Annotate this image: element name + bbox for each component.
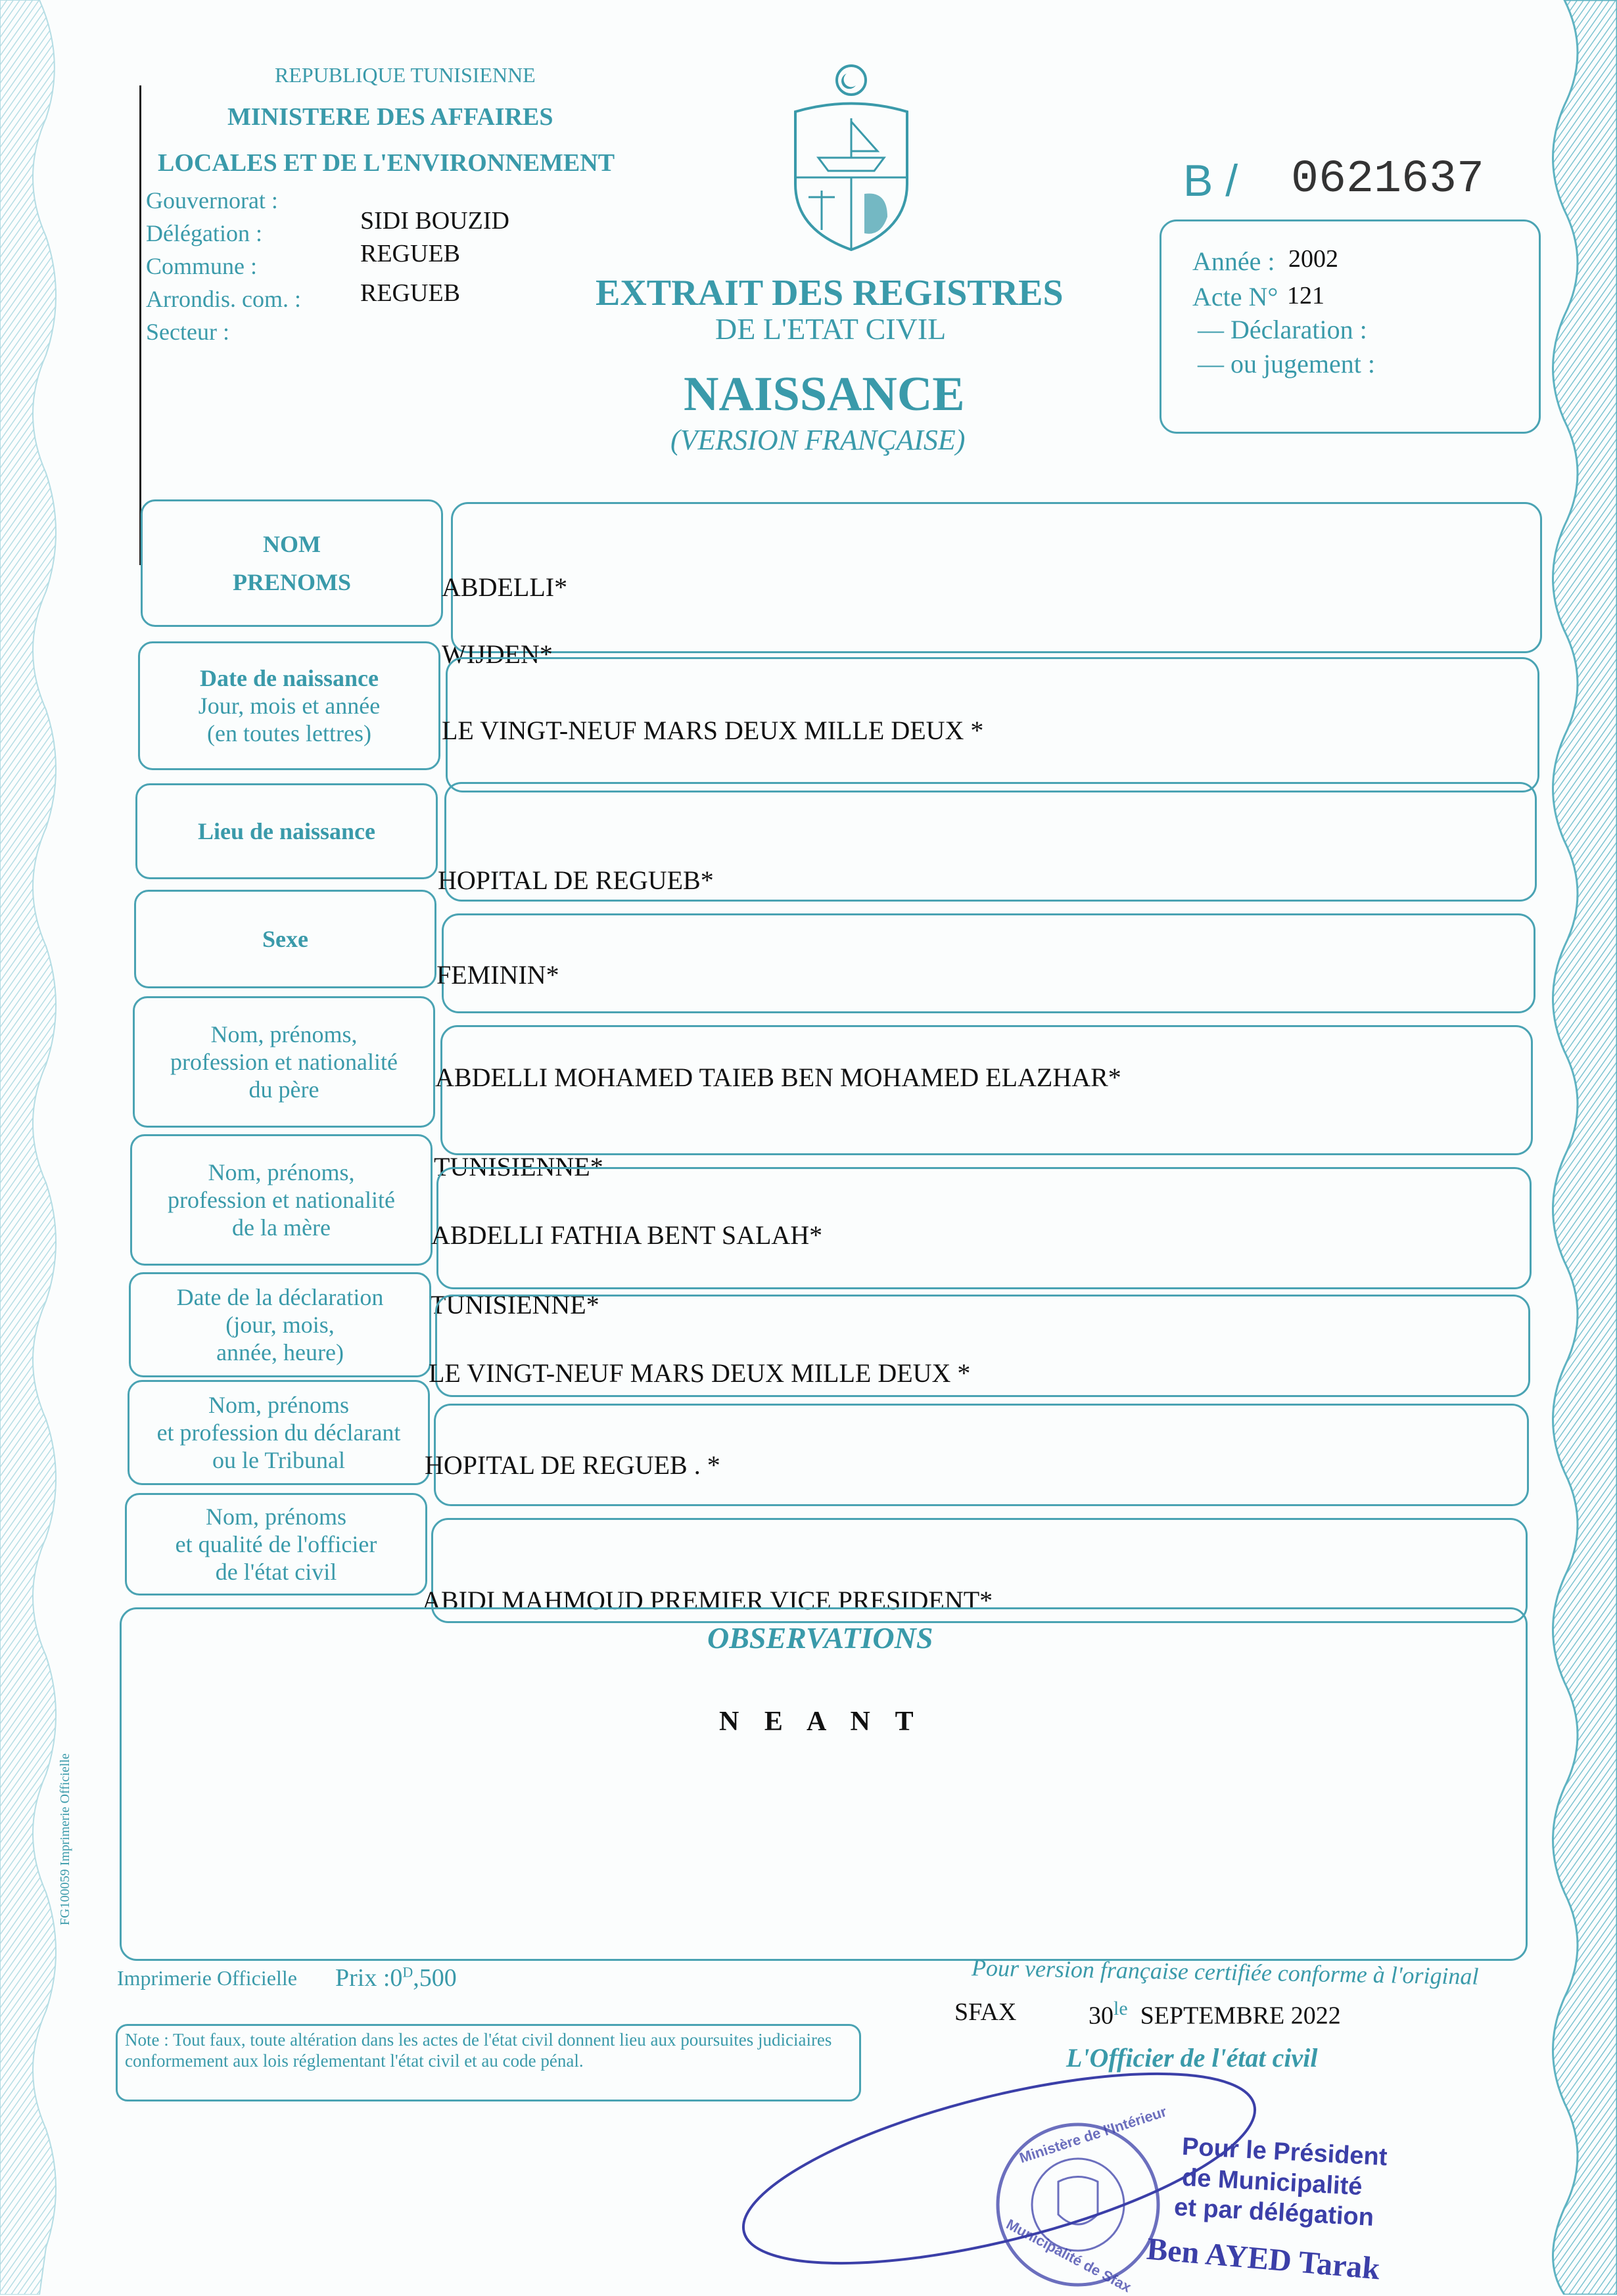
issue-month-year: SEPTEMBRE 2022 — [1140, 2002, 1341, 2030]
stamp-line-1: Pour le Président — [1181, 2132, 1388, 2172]
annee-value: 2002 — [1288, 245, 1338, 273]
pere-label-3: du père — [248, 1076, 319, 1103]
declarant-value: HOPITAL DE REGUEB . * — [425, 1450, 720, 1480]
date-naissance-label: Date de naissance — [200, 665, 379, 691]
pere-nationality: TUNISIENNE* — [434, 1152, 603, 1182]
prenoms-label: PRENOMS — [233, 569, 351, 595]
mere-nationality: TUNISIENNE* — [430, 1290, 599, 1320]
secteur-label: Secteur : — [146, 319, 229, 345]
commune-label: Commune : — [146, 253, 257, 279]
title-extrait: EXTRAIT DES REGISTRES — [596, 273, 1064, 313]
date-naissance-value: LE VINGT-NEUF MARS DEUX MILLE DEUX * — [442, 716, 984, 745]
officier-label-box — [125, 1493, 427, 1596]
declaration-date-label-box — [129, 1272, 431, 1377]
tunisia-coat-of-arms-icon — [782, 59, 920, 256]
nom-value: ABDELLI* — [442, 572, 568, 602]
title-naissance: NAISSANCE — [684, 367, 965, 421]
date-naissance-sublabel-1: Jour, mois et année — [198, 693, 381, 719]
observations-label: OBSERVATIONS — [707, 1621, 933, 1655]
declarant-label-1: Nom, prénoms — [208, 1392, 349, 1418]
prenom-value: WIJDEN* — [442, 639, 553, 669]
issue-date — [1089, 1998, 1341, 2031]
declarant-label-3: ou le Tribunal — [212, 1447, 346, 1473]
stamp-signatory-name: Ben AYED Tarak — [1145, 2231, 1382, 2287]
header-margin-line — [139, 85, 141, 565]
mere-label-box — [130, 1134, 433, 1266]
acte-value: 121 — [1287, 282, 1324, 310]
nom-prenoms-label-box — [141, 499, 443, 627]
stamp-line-2: de Municipalité — [1181, 2163, 1363, 2201]
stamp-ring-bottom: Municipalité de Sfax — [1003, 2215, 1135, 2296]
declaration-date-label-1: Date de la déclaration — [176, 1284, 384, 1310]
mere-label-1: Nom, prénoms, — [208, 1159, 355, 1185]
mere-value: ABDELLI FATHIA BENT SALAH* — [431, 1220, 823, 1250]
officier-value: ABIDI MAHMOUD PREMIER VICE PRESIDENT* — [422, 1586, 993, 1615]
imprimerie-label: Imprimerie Officielle — [117, 1966, 297, 1990]
officier-label-3: de l'état civil — [215, 1559, 337, 1585]
lieu-naissance-value: HOPITAL DE REGUEB* — [438, 865, 714, 895]
observations-box — [120, 1607, 1528, 1961]
declaration-label: — Déclaration : — [1198, 315, 1367, 344]
pere-label-1: Nom, prénoms, — [210, 1021, 358, 1047]
commune-value: REGUEB — [360, 279, 460, 307]
lieu-naissance-label: Lieu de naissance — [197, 818, 376, 844]
jugement-label: — ou jugement : — [1198, 349, 1375, 379]
declarant-label-box — [128, 1380, 430, 1485]
delegation-label: Délégation : — [146, 220, 262, 246]
right-guilloche-border — [1545, 0, 1617, 2295]
sexe-label-box — [134, 890, 436, 988]
sexe-label: Sexe — [262, 926, 308, 952]
mere-label-2: profession et nationalité — [168, 1187, 395, 1213]
gouvernorat-label: Gouvernorat : — [146, 187, 278, 214]
annee-label: Année : — [1192, 246, 1275, 276]
nom-value-box — [451, 502, 1542, 653]
republic-label: REPUBLIQUE TUNISIENNE — [275, 63, 536, 87]
nom-label: NOM — [263, 531, 321, 557]
ministry-line-1: MINISTERE DES AFFAIRES — [227, 103, 553, 131]
declaration-date-label-2: (jour, mois, — [225, 1312, 335, 1338]
acte-label: Acte N° — [1192, 282, 1278, 311]
price-end: ,500 — [413, 1964, 457, 1992]
date-naissance-sublabel-2: (en toutes lettres) — [207, 720, 371, 746]
pere-label-2: profession et nationalité — [170, 1049, 398, 1075]
price-sup: D — [402, 1963, 413, 1981]
price-label — [335, 1963, 457, 1992]
stamp-line-3: et par délégation — [1173, 2193, 1374, 2232]
place-value: SFAX — [954, 1998, 1017, 2026]
lieu-naissance-label-box — [135, 783, 438, 879]
serial-prefix: B / — [1183, 156, 1238, 206]
delegation-value: REGUEB — [360, 240, 460, 267]
issue-day: 30 — [1089, 2002, 1113, 2030]
mere-label-3: de la mère — [232, 1214, 331, 1241]
issue-day-sup: le — [1113, 1998, 1128, 2019]
left-guilloche-border — [0, 0, 79, 2295]
ministry-line-2: LOCALES ET DE L'ENVIRONNEMENT — [158, 149, 615, 177]
legal-note-text: Note : Tout faux, toute altération dans les actes de l'état civil donnent lieu aux poursuites judiciaires conformement aux lois réglementant l'état civil et au code pénal. — [125, 2030, 832, 2071]
stamp-ring-top: Ministère de l'Intérieur — [1017, 2103, 1169, 2167]
pere-label-box — [133, 996, 435, 1128]
price-main: Prix :0 — [335, 1964, 403, 1992]
date-naissance-label-box — [138, 641, 440, 770]
officer-title: L'Officier de l'état civil — [1066, 2043, 1318, 2073]
serial-number: 0621637 — [1291, 154, 1485, 206]
pere-value: ABDELLI MOHAMED TAIEB BEN MOHAMED ELAZHAR* — [435, 1063, 1121, 1092]
declarant-label-2: et profession du déclarant — [156, 1419, 401, 1446]
officier-label-2: et qualité de l'officier — [175, 1531, 377, 1557]
title-version: (VERSION FRANÇAISE) — [670, 424, 966, 456]
certification-text: Pour version française certifiée conforme à l'original — [971, 1954, 1479, 1990]
sexe-value-box — [442, 913, 1535, 1013]
officier-label-1: Nom, prénoms — [206, 1504, 346, 1530]
declaration-date-value: LE VINGT-NEUF MARS DEUX MILLE DEUX * — [429, 1358, 971, 1388]
side-printer-code: FG100059 Imprimerie Officielle — [58, 1753, 72, 1925]
declaration-date-label-3: année, heure) — [216, 1339, 344, 1366]
sexe-value: FEMININ* — [436, 960, 559, 990]
arrondissement-label: Arrondis. com. : — [146, 286, 301, 312]
observations-value: N E A N T — [719, 1707, 923, 1737]
title-etat-civil: DE L'ETAT CIVIL — [715, 312, 947, 346]
gouvernorat-value: SIDI BOUZID — [360, 207, 509, 235]
